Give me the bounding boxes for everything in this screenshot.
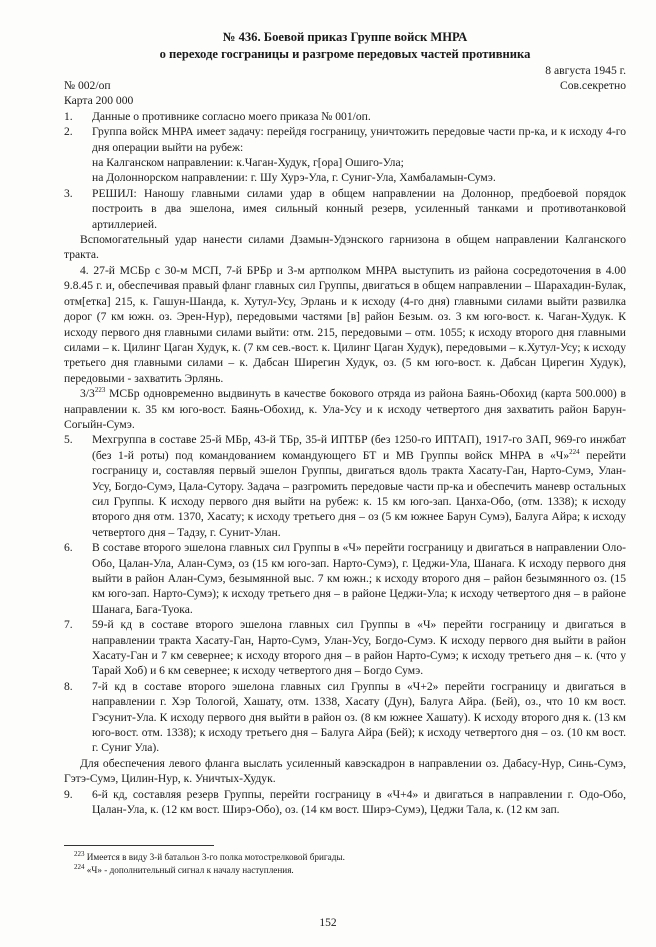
paragraph xyxy=(64,386,626,432)
item-text: Данные о противнике согласно моего приказа № 001/оп. xyxy=(92,109,371,123)
list-item xyxy=(64,432,626,540)
item-text: перейти госграницу и, составляя первый эшелон Группы, двигаться вдоль тракта Хасату-Ган, Нарто-Сумэ, Улан-Усу, Богдо-Сумэ, Цала-Сутору. Задача – разгромить передовые части пр-ка и обеспечить маневр остальных сил Группы. К исходу первого дня выйти на рубеж: к. 15 км юго-зап. Цанха-Обо, (отм. 1338); к исходу второго дня отм. 1370, Хасату; к исходу третьего дня – оз (5 км южнее Барун Сумэ), Балуга Айра; к исходу четвертого дня – Тадзу, г. Сунит-Улан. xyxy=(92,448,626,539)
document-body xyxy=(64,29,626,818)
item-text: 7-й кд в составе второго эшелона главных сил Группы в «Ч+2» перейти госграницу и двигаться в направлении г. Хэр Тологой, Хашату, отм. 1338, Хасату (Дун), Балуга Айра. (Бей), оз., что 10 км вост. Гэсунит-Ула. К исходу первого дня выйти в район оз. (8 км южнее Хашату). К исходу второго дня к. (13 км юго-вост. отм. 1338); к исходу третьего дня – Балуга Айра (Бей); к исходу четвертого дня – оз. (10 км вост. г. Суниг Ула). xyxy=(92,679,626,755)
item-text: Группа войск МНРА имеет задачу: перейдя госграницу, уничтожить передовые части пр-ка, и к исходу 4-го дня операции выйти на рубеж: xyxy=(92,125,626,154)
list-item xyxy=(64,540,626,617)
document-date: 8 августа 1945 г. xyxy=(545,64,626,77)
list-item xyxy=(64,186,626,232)
list-item xyxy=(64,124,626,186)
item-text: Мехгруппа в составе 25-й МБр, 43-й ТБр, 35-й ИПТБР (без 1250-го ИПТАП), 1917-го ЗАП, 969-го инжбат (без 1-й роты) под командованием командующего БТ и МВ Группы войск МНРА в «Ч» xyxy=(92,433,626,462)
map-reference: Карта 200 000 xyxy=(64,94,134,108)
item-number: 6. xyxy=(64,541,73,555)
item-body xyxy=(92,432,626,540)
item-text: 59-й кд в составе второго эшелона главных сил Группы в «Ч» перейти госграницу и двигаться в направлении тракта Хасату-Ган, Нарто-Сумэ, Улан-Усу, Богдо-Сумэ. К исходу первого дня выйти в район Хасату-Ган и 7 км севернее; к исходу второго дня – в район Нарто-Сумэ; к исходу третьего дня – к. (что у Тарай Хоб) и 6 км севернее; к исходу четвертого дня – Богдо Сумэ. xyxy=(92,618,626,678)
paragraph: Вспомогательный удар нанести силами Дзамын-Удэнского гарнизона в общем направлении Калганского тракта. xyxy=(64,233,626,262)
footnote xyxy=(64,851,626,864)
title-line-1: № 436. Боевой приказ Группе войск МНРА xyxy=(222,30,468,44)
list-item xyxy=(64,787,626,818)
item-text: В составе второго эшелона главных сил Группы в «Ч» перейти госграницу и двигаться в направлении Оло-Обо, Цалан-Ула, Алан-Сумэ, оз (15 км юго-зап. Нарто-Сумэ), г. Цеджи-Ула, Шанага. К исходу первого дня выйти в район Алан-Сумэ, безымянной выс. 7 км южн.; к исходу второго дня – район безымянного оз. (15 км юго-зап. Нарто-Сумэ); к исходу третьего дня – в районе Цеджи-Ула; к исходу четвертого дня – в районе Шанага, Бага-Туока. xyxy=(92,541,626,616)
footnote xyxy=(64,864,626,877)
item-number: 1. xyxy=(64,109,73,123)
list-item xyxy=(64,109,626,124)
document-title xyxy=(64,29,626,63)
footnote-number: 224 xyxy=(74,862,85,871)
order-number: № 002/оп xyxy=(64,79,111,92)
meta-right xyxy=(545,63,626,94)
paragraph: 4. 27-й МСБр с 30-м МСП, 7-й БРБр и 3-м артполком МНРА выступить из района сосредоточения в 4.00 9.8.45 г. и, обеспечивая правый фланг главных сил Группы, двигаться в общем направлении – Шарахадин-Булак, отм[етка] 215, к. Гашун-Шанда, к. Хутул-Усу, Эрлань и к исходу (4-го дня) главными силами выйти развилка дорог (7 км южн. оз. Эрен-Нур), передовыми частями [в] район Безым. оз. 3 км юго-вост. к. Чаган-Худук. К исходу первого дня главными силами выйти: отм. 215, передовыми – отм. 1055; к исходу второго дня главными силами – к. Цилинг Цаган Худук, к. (7 км сев.-вост. к. Цилинг Цаган Худук), передовыми – к.Хутул-Усу; к исходу третьего дня главными силами – к. Дабсан Ширегин Худук, оз. (5 км юго-вост. к. Дабсан Цирегин Худук), передовыми - захватить Эрлянь. xyxy=(64,263,626,385)
footnote-text: «Ч» - дополнительный сигнал к началу наступления. xyxy=(84,865,294,875)
footnote-number: 223 xyxy=(74,849,85,858)
item-body xyxy=(92,124,626,186)
footnote-ref: 223 xyxy=(94,386,106,395)
list-item xyxy=(64,617,626,679)
footnote-ref: 224 xyxy=(569,447,580,456)
footnote-divider xyxy=(64,845,214,846)
page-number: 152 xyxy=(319,917,337,929)
document-meta xyxy=(64,63,626,109)
item-text: 6-й кд, составляя резерв Группы, перейти госграницу в «Ч+4» и двигаться в направлении г. Одо-Обо, Цалан-Ула, к. (12 км вост. Ширэ-Обо), оз. (14 км вост. Ширэ-Сумэ), Цеджи Тала, к. (12 км зап. xyxy=(92,787,626,817)
item-number: 8. xyxy=(64,679,73,693)
unit-label: 3/3 xyxy=(80,387,95,401)
footnotes xyxy=(64,845,626,877)
item-line: на Долоннорском направлении: г. Шу Хурэ-Ула, г. Суниг-Ула, Хамбаламын-Сумэ. xyxy=(92,171,496,185)
meta-left xyxy=(64,63,133,109)
item-number: 5. xyxy=(64,433,73,447)
classification-mark: Сов.секретно xyxy=(560,79,626,93)
list-item xyxy=(64,679,626,756)
item-number: 2. xyxy=(64,125,73,139)
paragraph-text: МСБр одновременно выдвинуть в качестве бокового отряда из района Баянь-Обохид (карта 500.000) в направлении к. 35 км юго-вост. Баянь-Обохид, к. Ула-Усу и к исходу четвертого дня захватить район Барун-Согыйн-Сумэ. xyxy=(64,387,626,431)
item-line: на Калганском направлении: к.Чаган-Худук, г[ора] Ошиго-Ула; xyxy=(92,156,404,170)
title-line-2: о переходе госграницы и разгроме передовых частей противника xyxy=(159,47,531,61)
footnote-text: Имеется в виду 3-й батальон 3-го полка мотострелковой бригады. xyxy=(84,852,345,862)
item-number: 9. xyxy=(64,787,73,801)
item-number: 7. xyxy=(64,618,73,632)
item-number: 3. xyxy=(64,186,73,200)
paragraph: Для обеспечения левого фланга выслать усиленный кавэскадрон в направлении оз. Дабасу-Нур, Синь-Сумэ, Гэтэ-Сумэ, Цилин-Нур, к. Уничтых-Худук. xyxy=(64,756,626,786)
item-text: РЕШИЛ: Наношу главными силами удар в общем направлении на Долоннор, предбоевой порядок построить в два эшелона, имея сильный конный резерв, усиленный танками и противотанковой артиллерией. xyxy=(92,186,626,231)
